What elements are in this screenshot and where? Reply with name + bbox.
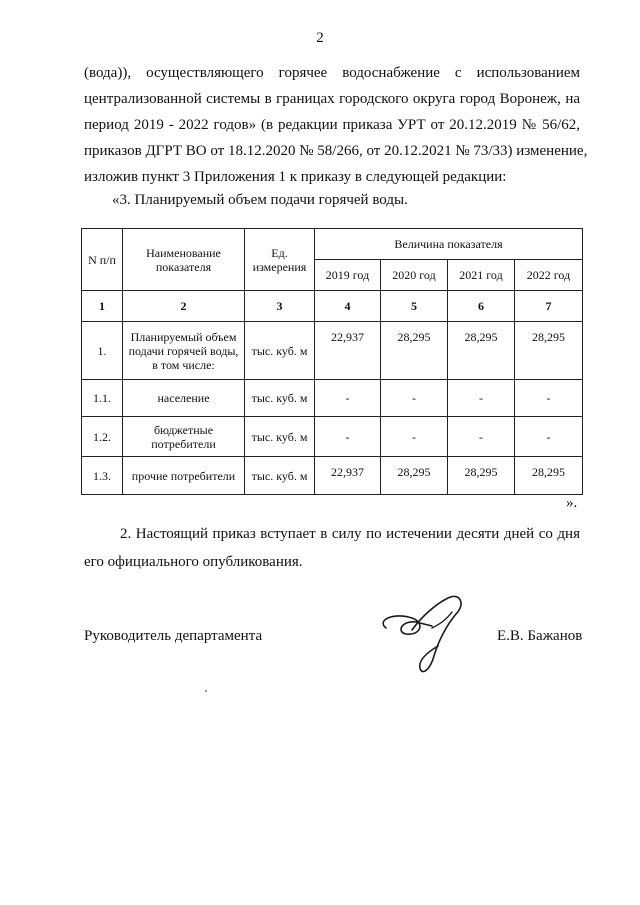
header-name: Наименование показателя	[123, 229, 245, 291]
intro-line: приказов ДГРТ ВО от 18.12.2020 № 58/266, от 20.12.2021 № 73/33) изменение,	[84, 143, 588, 159]
intro-paragraph	[84, 60, 588, 190]
row-value: -	[315, 380, 381, 417]
intro-line: период 2019 - 2022 годов» (в редакции приказа УРТ от 20.12.2019 № 56/62,	[84, 117, 580, 133]
row-value: 28,295	[515, 457, 583, 495]
table-row	[82, 380, 583, 417]
table-row	[82, 417, 583, 457]
closing-quote: ».	[566, 495, 578, 511]
row-name: население	[123, 380, 245, 417]
header-year: 2020 год	[381, 260, 448, 291]
header-year: 2019 год	[315, 260, 381, 291]
header-unit: Ед. измерения	[245, 229, 315, 291]
row-value: 28,295	[515, 322, 583, 380]
row-value: 28,295	[381, 322, 448, 380]
row-num: 1.3.	[82, 457, 123, 495]
row-value: 28,295	[448, 457, 515, 495]
row-value: -	[315, 417, 381, 457]
column-number: 4	[315, 291, 381, 322]
row-value: -	[448, 417, 515, 457]
row-name: Планируемый объем подачи горячей воды, в том числе:	[123, 322, 245, 380]
indicators-table	[81, 228, 583, 495]
row-value: -	[381, 417, 448, 457]
section-title: «3. Планируемый объем подачи горячей воды.	[112, 192, 408, 208]
table-row	[82, 322, 583, 380]
row-num: 1.	[82, 322, 123, 380]
signer-title: Руководитель департамента	[84, 628, 263, 644]
row-value: 22,937	[315, 457, 381, 495]
table-row	[82, 457, 583, 495]
row-name: бюджетные потребители	[123, 417, 245, 457]
row-value: 28,295	[381, 457, 448, 495]
column-number: 5	[381, 291, 448, 322]
column-number: 2	[123, 291, 245, 322]
row-unit: тыс. куб. м	[245, 457, 315, 495]
row-unit: тыс. куб. м	[245, 322, 315, 380]
column-number: 1	[82, 291, 123, 322]
row-value: -	[448, 380, 515, 417]
intro-line: (вода)), осуществляющего горячее водоснабжение с использованием	[84, 65, 580, 81]
row-unit: тыс. куб. м	[245, 380, 315, 417]
row-num: 1.1.	[82, 380, 123, 417]
paragraph-line: его официального опубликования.	[84, 554, 303, 570]
effective-date-paragraph	[84, 520, 580, 576]
intro-line: изложив пункт 3 Приложения 1 к приказу в следующей редакции:	[84, 169, 507, 185]
page-number: 2	[316, 30, 324, 46]
column-number: 6	[448, 291, 515, 322]
intro-line: централизованной системы в границах городского округа город Воронеж, на	[84, 91, 580, 107]
row-value: 28,295	[448, 322, 515, 380]
column-number: 7	[515, 291, 583, 322]
row-value: -	[515, 380, 583, 417]
row-value: 22,937	[315, 322, 381, 380]
signer-name: Е.В. Бажанов	[497, 628, 583, 644]
row-value: -	[381, 380, 448, 417]
header-num: N п/п	[82, 229, 123, 291]
row-num: 1.2.	[82, 417, 123, 457]
paragraph-line: 2. Настоящий приказ вступает в силу по истечении десяти дней со дня	[120, 526, 580, 542]
header-year: 2022 год	[515, 260, 583, 291]
row-unit: тыс. куб. м	[245, 417, 315, 457]
header-value-group: Величина показателя	[315, 229, 583, 260]
handwritten-signature-icon	[376, 590, 486, 680]
row-name: прочие потребители	[123, 457, 245, 495]
row-value: -	[515, 417, 583, 457]
scan-speck	[205, 690, 207, 692]
header-year: 2021 год	[448, 260, 515, 291]
column-number: 3	[245, 291, 315, 322]
